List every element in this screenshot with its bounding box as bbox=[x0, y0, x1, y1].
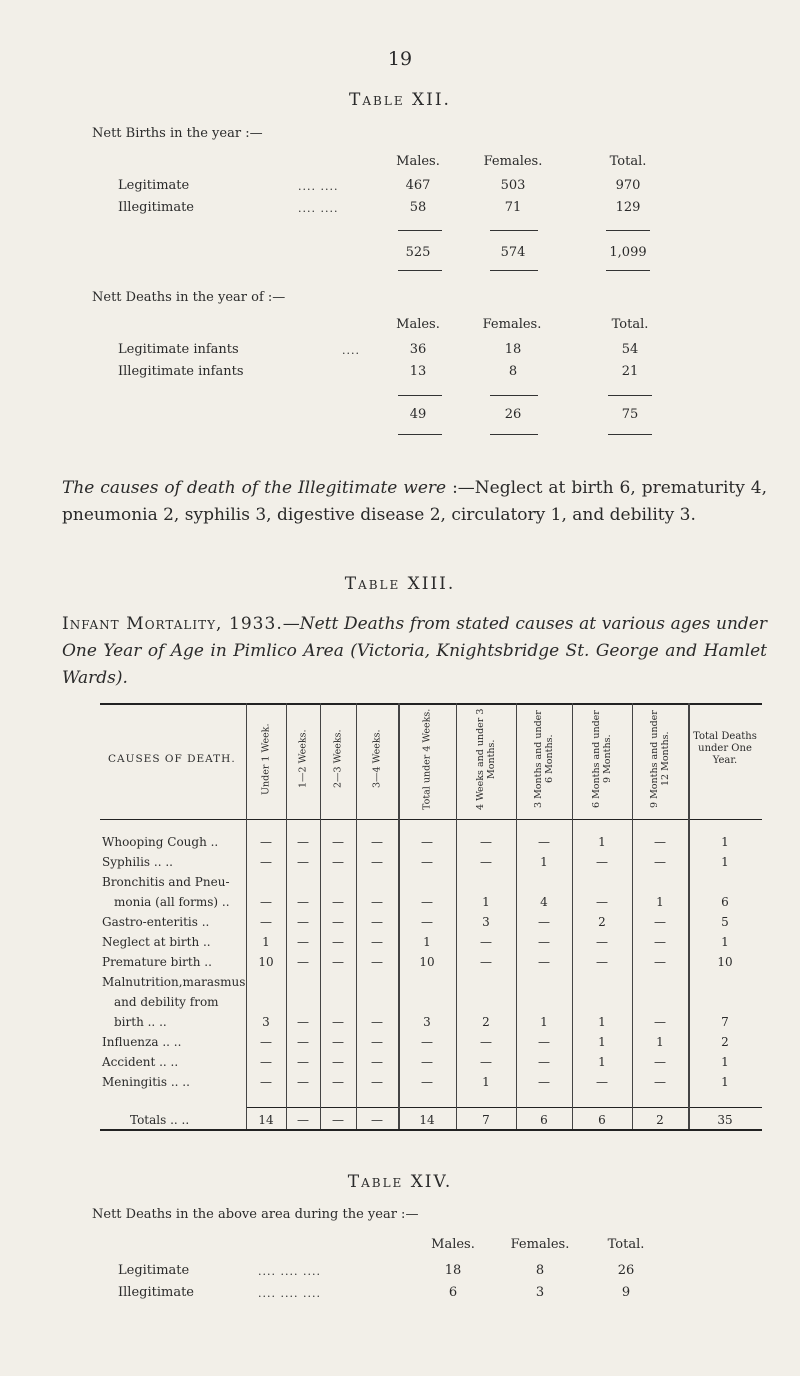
illegitimate-causes-paragraph bbox=[62, 475, 767, 529]
table-cell: — bbox=[371, 835, 383, 849]
table-cell: — bbox=[297, 1055, 309, 1069]
t14-legitimate-females: 8 bbox=[535, 1263, 545, 1278]
t14-illegitimate-total: 9 bbox=[621, 1285, 631, 1300]
table-cell: — bbox=[654, 955, 666, 969]
row-cause-label: Meningitis .. .. bbox=[102, 1075, 190, 1089]
table-cell: 7 bbox=[721, 1015, 729, 1029]
deaths-row-illegitimate-label: Illegitimate infants bbox=[118, 364, 244, 379]
table-cell: 10 bbox=[258, 955, 274, 969]
row-cause-label: Syphilis .. .. bbox=[102, 855, 173, 869]
births-row-illegitimate-label: Illegitimate bbox=[118, 200, 195, 215]
table-cell: — bbox=[260, 1055, 272, 1069]
table-cell: 1 bbox=[598, 835, 606, 849]
births-col-females: Females. bbox=[483, 154, 543, 169]
table-cell: 3 bbox=[262, 1015, 270, 1029]
table-cell: — bbox=[260, 895, 272, 909]
table-cell: — bbox=[371, 955, 383, 969]
row-cause-label: Premature birth .. bbox=[102, 955, 212, 969]
table-cell: 1 bbox=[721, 1055, 729, 1069]
totals-cell: 2 bbox=[656, 1113, 664, 1127]
table-cell: 5 bbox=[721, 915, 729, 929]
table-cell: — bbox=[654, 835, 666, 849]
rule bbox=[490, 230, 538, 231]
table-bottom-rule bbox=[100, 1129, 762, 1131]
table-cell: — bbox=[297, 1035, 309, 1049]
table-cell: — bbox=[538, 935, 550, 949]
table-cell: — bbox=[332, 935, 344, 949]
births-total-males: 525 bbox=[405, 245, 431, 260]
table-cell: — bbox=[538, 955, 550, 969]
totals-cell: 14 bbox=[258, 1113, 274, 1127]
births-heading: Nett Births in the year :— bbox=[92, 126, 263, 141]
row-cause-label: monia (all forms) .. bbox=[114, 895, 230, 909]
header-causes-of-death: CAUSES OF DEATH. bbox=[108, 753, 236, 765]
totals-cell: — bbox=[297, 1113, 309, 1127]
births-illegitimate-total: 129 bbox=[615, 200, 641, 215]
t14-row-legitimate-label: Legitimate bbox=[118, 1263, 190, 1278]
table-cell: 1 bbox=[721, 835, 729, 849]
deaths-illegitimate-males: 13 bbox=[409, 364, 427, 379]
column-header: 4 Weeks and under 3 Months. bbox=[475, 708, 497, 810]
table-cell: — bbox=[297, 855, 309, 869]
table-cell: — bbox=[421, 855, 433, 869]
rule bbox=[490, 270, 538, 271]
table-cell: — bbox=[421, 1035, 433, 1049]
table-cell: — bbox=[538, 1035, 550, 1049]
deaths-legitimate-females: 18 bbox=[504, 342, 522, 357]
row-cause-label: Whooping Cough .. bbox=[102, 835, 219, 849]
t14-col-females: Females. bbox=[510, 1237, 570, 1252]
table-cell: — bbox=[332, 915, 344, 929]
table-14-heading: Nett Deaths in the above area during the year :— bbox=[92, 1207, 419, 1222]
rule bbox=[398, 434, 442, 435]
column-divider bbox=[632, 703, 633, 1129]
table-cell: — bbox=[260, 855, 272, 869]
table-cell: 1 bbox=[262, 935, 270, 949]
column-header: 3 Months and under 6 Months. bbox=[533, 710, 555, 808]
table-cell: — bbox=[480, 1035, 492, 1049]
deaths-total-females: 26 bbox=[504, 407, 522, 422]
totals-cell: — bbox=[371, 1113, 383, 1127]
table-cell: — bbox=[421, 1055, 433, 1069]
table-cell: — bbox=[421, 835, 433, 849]
column-divider bbox=[356, 703, 357, 1129]
t14-illegitimate-males: 6 bbox=[448, 1285, 458, 1300]
rule bbox=[398, 395, 442, 396]
births-total-females: 574 bbox=[500, 245, 526, 260]
table-cell: 1 bbox=[598, 1035, 606, 1049]
deaths-illegitimate-females: 8 bbox=[508, 364, 518, 379]
table-cell: 10 bbox=[717, 955, 733, 969]
rule bbox=[608, 434, 652, 435]
column-divider bbox=[320, 703, 321, 1129]
t14-col-males: Males. bbox=[431, 1237, 475, 1252]
births-row-legitimate-label: Legitimate bbox=[118, 178, 190, 193]
deaths-col-total: Total. bbox=[611, 317, 649, 332]
row-cause-label: Malnutrition,marasmus bbox=[102, 975, 246, 989]
births-col-total: Total. bbox=[609, 154, 647, 169]
deaths-total-total: 75 bbox=[621, 407, 639, 422]
totals-cell: 6 bbox=[598, 1113, 606, 1127]
t14-illegitimate-females: 3 bbox=[535, 1285, 545, 1300]
table-cell: 2 bbox=[721, 1035, 729, 1049]
table-cell: 1 bbox=[721, 1075, 729, 1089]
column-header: 3—4 Weeks. bbox=[371, 729, 383, 789]
table-cell: 10 bbox=[419, 955, 435, 969]
table-cell: — bbox=[596, 935, 608, 949]
rule bbox=[606, 230, 650, 231]
table-cell: — bbox=[654, 915, 666, 929]
table-cell: 2 bbox=[482, 1015, 490, 1029]
table-cell: — bbox=[654, 1055, 666, 1069]
births-legitimate-males: 467 bbox=[405, 178, 431, 193]
table-cell: 1 bbox=[721, 935, 729, 949]
table-cell: 1 bbox=[482, 1075, 490, 1089]
row-cause-label: Gastro-enteritis .. bbox=[102, 915, 210, 929]
column-header: 2—3 Weeks. bbox=[332, 729, 344, 789]
table-cell: — bbox=[421, 915, 433, 929]
rule bbox=[608, 395, 652, 396]
table-cell: — bbox=[480, 835, 492, 849]
table-cell: — bbox=[596, 895, 608, 909]
table-cell: — bbox=[297, 835, 309, 849]
births-row-illegitimate-dots: .... .... bbox=[298, 202, 339, 215]
table-cell: — bbox=[371, 1035, 383, 1049]
rule bbox=[398, 230, 442, 231]
deaths-row-legitimate-label: Legitimate infants bbox=[118, 342, 239, 357]
table-cell: 1 bbox=[656, 1035, 664, 1049]
row-cause-label: Influenza .. .. bbox=[102, 1035, 182, 1049]
totals-cell: — bbox=[332, 1113, 344, 1127]
deaths-heading: Nett Deaths in the year of :— bbox=[92, 290, 286, 305]
table-cell: — bbox=[332, 855, 344, 869]
table-cell: — bbox=[538, 835, 550, 849]
t14-legitimate-males: 18 bbox=[444, 1263, 462, 1278]
table-cell: — bbox=[480, 855, 492, 869]
rule bbox=[398, 270, 442, 271]
table-cell: 1 bbox=[598, 1055, 606, 1069]
table-cell: — bbox=[371, 1075, 383, 1089]
table-cell: 1 bbox=[423, 935, 431, 949]
totals-cell: 35 bbox=[717, 1113, 733, 1127]
table-cell: — bbox=[538, 915, 550, 929]
table-cell: 1 bbox=[482, 895, 490, 909]
table-cell: — bbox=[480, 1055, 492, 1069]
row-cause-label: Accident .. .. bbox=[102, 1055, 179, 1069]
column-divider bbox=[286, 703, 287, 1129]
table-cell: 3 bbox=[423, 1015, 431, 1029]
table-cell: — bbox=[538, 1055, 550, 1069]
table-cell: — bbox=[654, 1075, 666, 1089]
table-cell: — bbox=[371, 855, 383, 869]
table-cell: — bbox=[297, 895, 309, 909]
rule bbox=[490, 395, 538, 396]
table-cell: — bbox=[371, 1055, 383, 1069]
totals-cell: 14 bbox=[419, 1113, 435, 1127]
totals-rule bbox=[246, 1107, 762, 1108]
table-cell: — bbox=[596, 1075, 608, 1089]
table-cell: — bbox=[371, 915, 383, 929]
table-cell: — bbox=[332, 1075, 344, 1089]
caption-italic: —Nett Deaths from stated causes at various ages under One Year of Age in Pimlico Area (Victoria, Knightsbridge St. George and Hamlet Wards). bbox=[62, 614, 767, 688]
column-header: Under 1 Week. bbox=[260, 723, 272, 795]
table-13 bbox=[100, 703, 762, 1133]
table-cell: 1 bbox=[540, 1015, 548, 1029]
t14-row-illegitimate-label: Illegitimate bbox=[118, 1285, 195, 1300]
table-cell: — bbox=[297, 955, 309, 969]
deaths-illegitimate-total: 21 bbox=[621, 364, 639, 379]
table-cell: — bbox=[297, 1075, 309, 1089]
table-cell: — bbox=[297, 1015, 309, 1029]
births-total-total: 1,099 bbox=[609, 245, 647, 260]
table-cell: 1 bbox=[540, 855, 548, 869]
table-cell: — bbox=[332, 1035, 344, 1049]
table-13-title: Table XIII. bbox=[344, 574, 456, 594]
table-cell: — bbox=[480, 935, 492, 949]
column-divider bbox=[572, 703, 573, 1129]
deaths-col-females: Females. bbox=[482, 317, 542, 332]
t14-row-legitimate-dots: .... .... .... bbox=[258, 1265, 321, 1278]
table-cell: — bbox=[332, 1015, 344, 1029]
page-number: 19 bbox=[387, 48, 413, 70]
table-cell: — bbox=[654, 855, 666, 869]
table-cell: — bbox=[421, 1075, 433, 1089]
births-illegitimate-males: 58 bbox=[409, 200, 427, 215]
table-cell: — bbox=[332, 1055, 344, 1069]
row-cause-label: and debility from bbox=[114, 995, 219, 1009]
table-12-title: Table XII. bbox=[349, 90, 451, 110]
header-rule bbox=[100, 819, 762, 820]
table-cell: — bbox=[371, 1015, 383, 1029]
table-cell: 1 bbox=[598, 1015, 606, 1029]
deaths-legitimate-total: 54 bbox=[621, 342, 639, 357]
table-cell: 3 bbox=[482, 915, 490, 929]
table-cell: — bbox=[654, 1015, 666, 1029]
caption-lead: Infant Mortality, 1933. bbox=[62, 614, 283, 634]
table-cell: 6 bbox=[721, 895, 729, 909]
row-cause-label: Bronchitis and Pneu- bbox=[102, 875, 230, 889]
paragraph-italic: The causes of death of the Illegitimate were bbox=[62, 478, 447, 498]
totals-label: Totals .. .. bbox=[130, 1113, 190, 1127]
table-cell: — bbox=[260, 1075, 272, 1089]
births-col-males: Males. bbox=[396, 154, 440, 169]
deaths-total-males: 49 bbox=[409, 407, 427, 422]
t14-col-total: Total. bbox=[607, 1237, 645, 1252]
table-14-title: Table XIV. bbox=[347, 1172, 453, 1192]
table-cell: — bbox=[538, 1075, 550, 1089]
column-header: Total under 4 Weeks. bbox=[421, 708, 433, 810]
rule bbox=[606, 270, 650, 271]
table-cell: — bbox=[260, 915, 272, 929]
column-divider bbox=[516, 703, 517, 1129]
table-cell: — bbox=[421, 895, 433, 909]
table-cell: — bbox=[596, 955, 608, 969]
table-cell: — bbox=[596, 855, 608, 869]
births-legitimate-females: 503 bbox=[500, 178, 526, 193]
column-header-total: Total Deaths under One Year. bbox=[693, 731, 757, 766]
totals-cell: 7 bbox=[482, 1113, 490, 1127]
deaths-legitimate-males: 36 bbox=[409, 342, 427, 357]
table-cell: — bbox=[332, 955, 344, 969]
table-cell: — bbox=[371, 935, 383, 949]
totals-cell: 6 bbox=[540, 1113, 548, 1127]
table-cell: — bbox=[260, 835, 272, 849]
table-cell: — bbox=[654, 935, 666, 949]
t14-row-illegitimate-dots: .... .... .... bbox=[258, 1287, 321, 1300]
column-header: 9 Months and under 12 Months. bbox=[649, 710, 671, 808]
births-row-legitimate-dots: .... .... bbox=[298, 180, 339, 193]
rule bbox=[490, 434, 538, 435]
column-header: 6 Months and under 9 Months. bbox=[591, 710, 613, 808]
t14-legitimate-total: 26 bbox=[617, 1263, 635, 1278]
column-divider bbox=[688, 703, 690, 1129]
table-cell: 2 bbox=[598, 915, 606, 929]
row-cause-label: birth .. .. bbox=[114, 1015, 167, 1029]
table-cell: 4 bbox=[540, 895, 548, 909]
table-cell: — bbox=[371, 895, 383, 909]
births-legitimate-total: 970 bbox=[615, 178, 641, 193]
paragraph-text: :—Neglect at birth 6, prematurity 4, pneumonia 2, syphilis 3, digestive disease 2, circulatory 1, and debility 3. bbox=[62, 478, 767, 525]
table-cell: — bbox=[260, 1035, 272, 1049]
births-illegitimate-females: 71 bbox=[504, 200, 522, 215]
table-cell: — bbox=[297, 935, 309, 949]
table-13-caption bbox=[62, 611, 767, 692]
table-cell: 1 bbox=[721, 855, 729, 869]
deaths-col-males: Males. bbox=[396, 317, 440, 332]
column-divider bbox=[456, 703, 457, 1129]
table-cell: — bbox=[332, 835, 344, 849]
table-top-rule bbox=[100, 703, 762, 705]
column-divider bbox=[246, 703, 247, 1129]
row-cause-label: Neglect at birth .. bbox=[102, 935, 211, 949]
table-cell: — bbox=[297, 915, 309, 929]
deaths-row-legitimate-dots: .... bbox=[342, 344, 360, 357]
table-cell: — bbox=[332, 895, 344, 909]
table-cell: 1 bbox=[656, 895, 664, 909]
table-cell: — bbox=[480, 955, 492, 969]
column-header: 1—2 Weeks. bbox=[297, 729, 309, 789]
